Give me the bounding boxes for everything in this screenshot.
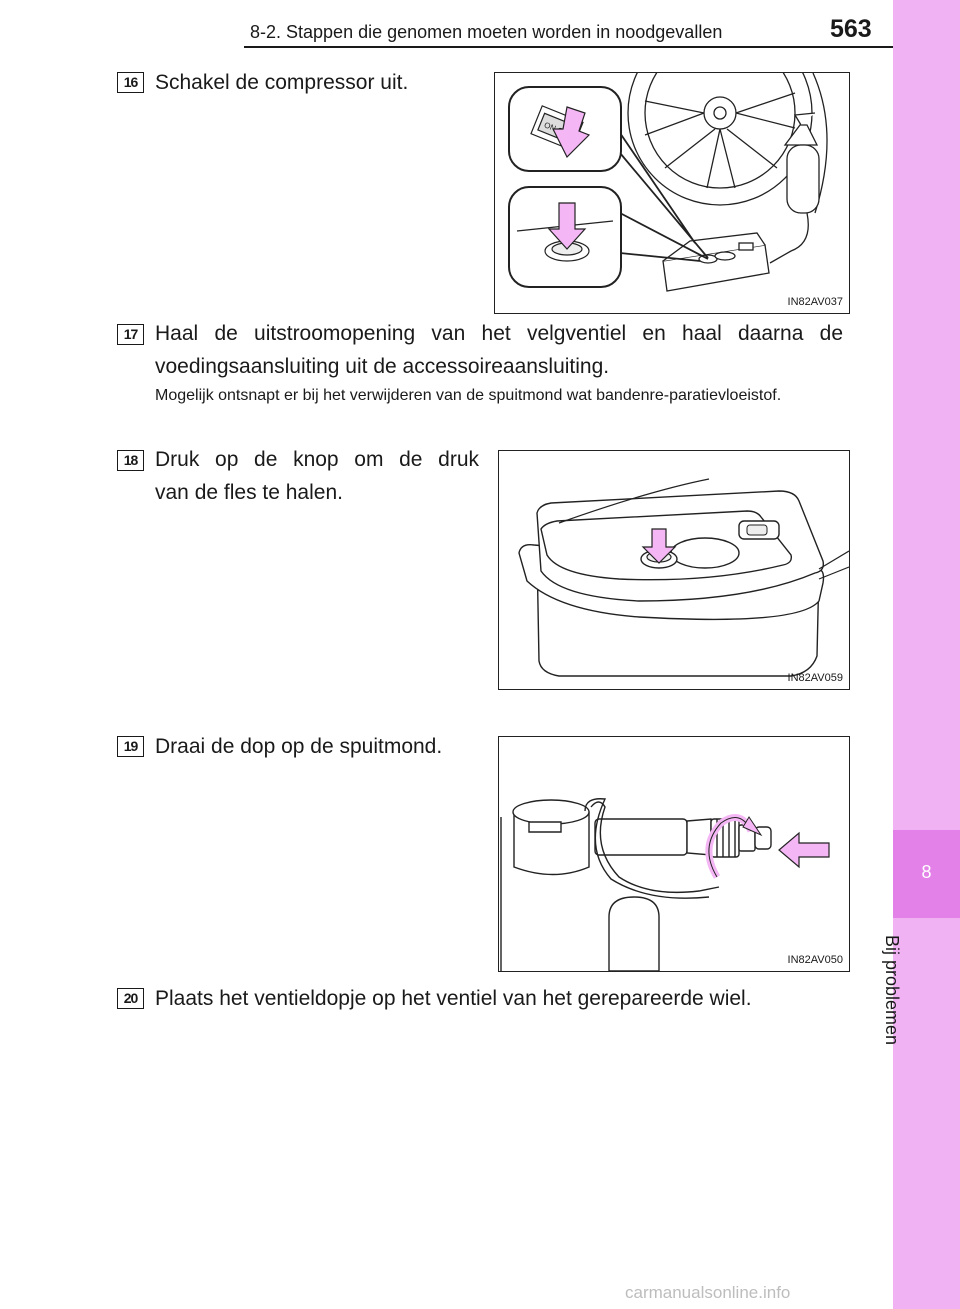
step-17-line-2: voedingsaansluiting uit de accessoireaansluiting.: [155, 355, 610, 378]
step-20-number: 20: [117, 988, 144, 1009]
figure-code: IN82AV037: [787, 296, 843, 308]
chapter-label: [882, 935, 925, 1065]
step-17-line-1: Haal de uitstroomopening van het velgventiel en haal daarna de: [155, 322, 843, 345]
step-18-line-1: Druk op de knop om de druk: [155, 448, 479, 471]
step-16-number: 16: [117, 72, 144, 93]
figure-code: IN82AV059: [787, 672, 843, 684]
page-header: [0, 0, 893, 48]
step-20-text: [155, 982, 752, 1015]
step-18-line-2: van de fles te halen.: [155, 481, 343, 504]
step-18-number: 18: [117, 450, 144, 471]
page-number: 563: [830, 15, 872, 43]
watermark: carmanualsonline.info: [625, 1283, 791, 1302]
figure-compressor-switch: [494, 72, 850, 314]
step-19-number: 19: [117, 736, 144, 757]
figure-pressure-button: [498, 450, 850, 690]
figure-code: IN82AV050: [787, 954, 843, 966]
figure-nozzle-cap: [498, 736, 850, 972]
step-17-text: [155, 317, 843, 383]
step-19-text: [155, 730, 442, 763]
step-19-line-1: Draai de dop op de spuitmond.: [155, 735, 443, 758]
compressor-switch-illustration: [495, 73, 849, 313]
step-17-note: Mogelijk ontsnapt er bij het verwijderen van de spuitmond wat bandenre-paratievloeistof.: [155, 387, 782, 404]
step-20-line-1: Plaats het ventieldopje op het ventiel van het gerepareerde wiel.: [155, 987, 752, 1010]
step-18-text: [155, 443, 479, 509]
step-16-text: [155, 66, 408, 99]
nozzle-cap-illustration: [499, 737, 849, 971]
step-16-line-1: Schakel de compressor uit.: [155, 71, 409, 94]
step-17-number: 17: [117, 324, 144, 345]
section-title: 8-2. Stappen die genomen moeten worden in noodgevallen: [250, 22, 723, 42]
header-rule: [244, 46, 893, 48]
chapter-label-text: Bij problemen: [882, 935, 902, 1046]
chapter-number: 8: [921, 862, 932, 882]
push-arrow: [779, 833, 829, 867]
switch-on-label: ON: [542, 120, 558, 134]
chapter-side-tab: [893, 0, 960, 1309]
pressure-button-illustration: [499, 451, 849, 689]
